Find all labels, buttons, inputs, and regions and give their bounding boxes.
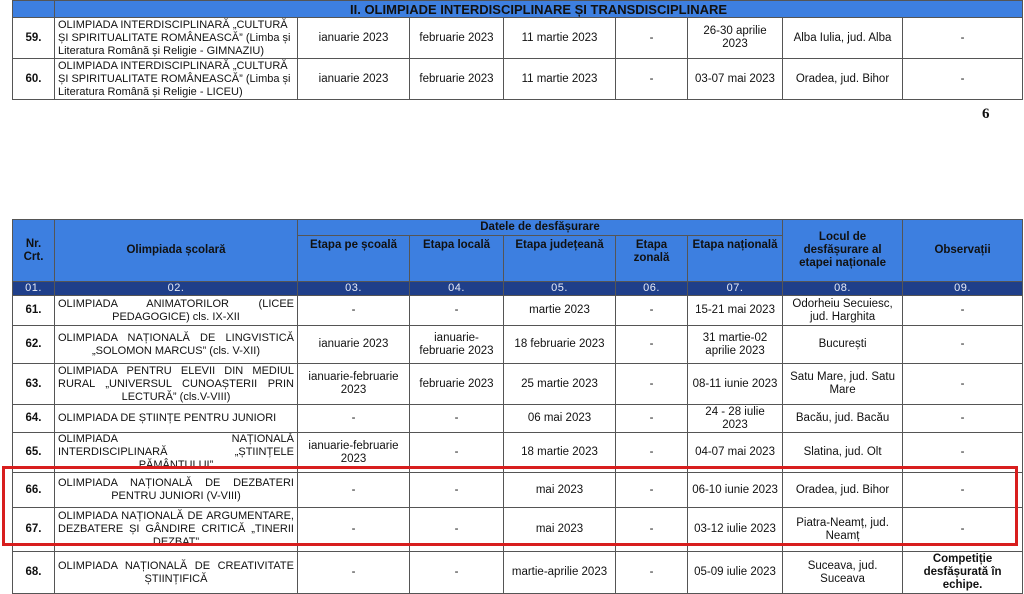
olympiad-schedule-table (12, 219, 1023, 594)
olympiad-name: OLIMPIADA PENTRU ELEVII DIN MEDIUL RURAL „UNIVERSUL CUNOAȘTERII PRIN LECTURĂ” (cls.V-VIII) (55, 364, 298, 405)
etapa-locala: - (410, 296, 504, 326)
page-number: 6 (982, 106, 990, 122)
etapa-nationala: 03-07 mai 2023 (688, 59, 783, 100)
etapa-judeteana: 11 martie 2023 (504, 59, 616, 100)
row-number: 64. (13, 405, 55, 433)
etapa-zonala: - (616, 433, 688, 473)
etapa-zonala: - (616, 296, 688, 326)
section-title-row (13, 1, 1023, 18)
etapa-judeteana: martie 2023 (504, 296, 616, 326)
etapa-judeteana: 11 martie 2023 (504, 18, 616, 59)
olympiad-name: OLIMPIADA ANIMATORILOR (LICEE PEDAGOGICE) cls. IX-XII (55, 296, 298, 326)
header-locul: Locul de desfășurare al etapei naționale (783, 220, 903, 282)
etapa-scoala: ianuarie 2023 (298, 18, 410, 59)
top-olympiad-table (12, 0, 1023, 100)
column-codes-row (13, 282, 1023, 296)
observatii: - (903, 433, 1023, 473)
olympiad-name: OLIMPIADA NAȚIONALĂ DE ARGUMENTARE, DEZBATERE ȘI GÂNDIRE CRITICĂ „TINERII DEZBAT” (55, 508, 298, 552)
etapa-nationala: 08-11 iunie 2023 (688, 364, 783, 405)
row-number: 62. (13, 326, 55, 364)
row-number: 61. (13, 296, 55, 326)
table-row (13, 296, 1023, 326)
table-row (13, 18, 1023, 59)
etapa-scoala: - (298, 296, 410, 326)
locul-desfasurare: Odorheiu Secuiesc, jud. Harghita (783, 296, 903, 326)
etapa-zonala: - (616, 364, 688, 405)
etapa-scoala: ianuarie-februarie 2023 (298, 433, 410, 473)
etapa-locala: - (410, 405, 504, 433)
column-code: 06. (616, 282, 688, 296)
locul-desfasurare: Alba Iulia, jud. Alba (783, 18, 903, 59)
row-number: 60. (13, 59, 55, 100)
locul-desfasurare: Satu Mare, jud. Satu Mare (783, 364, 903, 405)
olympiad-name: OLIMPIADA INTERDISCIPLINARĂ „CULTURĂ ȘI SPIRITUALITATE ROMÂNEASCĂ” (Limba și Literatura Română și Religie - LICEU) (55, 59, 298, 100)
column-code: 02. (55, 282, 298, 296)
etapa-locala: februarie 2023 (410, 18, 504, 59)
etapa-judeteana: mai 2023 (504, 473, 616, 508)
etapa-zonala: - (616, 552, 688, 594)
etapa-nationala: 26-30 aprilie 2023 (688, 18, 783, 59)
row-number: 63. (13, 364, 55, 405)
etapa-nationala: 05-09 iulie 2023 (688, 552, 783, 594)
observatii: - (903, 405, 1023, 433)
observatii: - (903, 18, 1023, 59)
observatii: - (903, 364, 1023, 405)
olympiad-name: OLIMPIADA NAȚIONALĂ DE CREATIVITATE ȘTIINȚIFICĂ (55, 552, 298, 594)
observatii: - (903, 326, 1023, 364)
locul-desfasurare: Oradea, jud. Bihor (783, 473, 903, 508)
locul-desfasurare: Bacău, jud. Bacău (783, 405, 903, 433)
locul-desfasurare: Piatra-Neamț, jud. Neamț (783, 508, 903, 552)
etapa-nationala: 24 - 28 iulie 2023 (688, 405, 783, 433)
table-row (13, 473, 1023, 508)
column-code: 08. (783, 282, 903, 296)
header-judeteana: Etapa județeană (504, 236, 616, 282)
olympiad-name: OLIMPIADA DE ȘTIINȚE PENTRU JUNIORI (55, 405, 298, 433)
olympiad-name: OLIMPIADA NAȚIONALĂ INTERDISCIPLINARĂ „ȘTIINȚELE PĂMÂNTULUI” (55, 433, 298, 473)
olympiad-name: OLIMPIADA NAȚIONALĂ DE LINGVISTICĂ „SOLOMON MARCUS” (cls. V-XII) (55, 326, 298, 364)
etapa-scoala: - (298, 473, 410, 508)
table-row (13, 508, 1023, 552)
etapa-scoala: ianuarie 2023 (298, 326, 410, 364)
column-code: 07. (688, 282, 783, 296)
etapa-locala: - (410, 508, 504, 552)
etapa-zonala: - (616, 59, 688, 100)
etapa-locala: - (410, 473, 504, 508)
row-number: 67. (13, 508, 55, 552)
etapa-scoala: ianuarie 2023 (298, 59, 410, 100)
etapa-judeteana: 25 martie 2023 (504, 364, 616, 405)
column-code: 09. (903, 282, 1023, 296)
table-row (13, 364, 1023, 405)
etapa-nationala: 03-12 iulie 2023 (688, 508, 783, 552)
etapa-scoala: ianuarie-februarie 2023 (298, 364, 410, 405)
etapa-locala: februarie 2023 (410, 59, 504, 100)
etapa-zonala: - (616, 326, 688, 364)
row-number: 66. (13, 473, 55, 508)
etapa-nationala: 04-07 mai 2023 (688, 433, 783, 473)
etapa-judeteana: 06 mai 2023 (504, 405, 616, 433)
etapa-scoala: - (298, 405, 410, 433)
column-code: 03. (298, 282, 410, 296)
observatii: - (903, 508, 1023, 552)
etapa-locala: - (410, 433, 504, 473)
olympiad-name: OLIMPIADA INTERDISCIPLINARĂ „CULTURĂ ȘI SPIRITUALITATE ROMÂNEASCĂ” (Limba și Literatura Română și Religie - GIMNAZIU) (55, 18, 298, 59)
column-code: 01. (13, 282, 55, 296)
etapa-zonala: - (616, 508, 688, 552)
observatii: - (903, 59, 1023, 100)
etapa-judeteana: martie-aprilie 2023 (504, 552, 616, 594)
etapa-judeteana: 18 februarie 2023 (504, 326, 616, 364)
header-row (13, 220, 1023, 236)
section-title: II. OLIMPIADE INTERDISCIPLINARE ȘI TRANSDISCIPLINARE (55, 1, 1023, 18)
header-zonala: Etapa zonală (616, 236, 688, 282)
row-number: 68. (13, 552, 55, 594)
header-locala: Etapa locală (410, 236, 504, 282)
etapa-nationala: 15-21 mai 2023 (688, 296, 783, 326)
header-datele: Datele de desfășurare (298, 220, 783, 236)
header-scoala: Etapa pe școală (298, 236, 410, 282)
observatii: - (903, 296, 1023, 326)
row-number: 65. (13, 433, 55, 473)
etapa-locala: februarie 2023 (410, 364, 504, 405)
header-nr: Nr. Crt. (13, 220, 55, 282)
etapa-nationala: 06-10 iunie 2023 (688, 473, 783, 508)
column-code: 04. (410, 282, 504, 296)
table-row (13, 326, 1023, 364)
table-row (13, 59, 1023, 100)
table-row (13, 405, 1023, 433)
locul-desfasurare: București (783, 326, 903, 364)
table-row (13, 433, 1023, 473)
etapa-judeteana: 18 martie 2023 (504, 433, 616, 473)
observatii: Competiție desfășurată în echipe. (903, 552, 1023, 594)
olympiad-name: OLIMPIADA NAȚIONALĂ DE DEZBATERI PENTRU JUNIORI (V-VIII) (55, 473, 298, 508)
column-code: 05. (504, 282, 616, 296)
table-row (13, 552, 1023, 594)
locul-desfasurare: Oradea, jud. Bihor (783, 59, 903, 100)
header-nationala: Etapa națională (688, 236, 783, 282)
etapa-scoala: - (298, 508, 410, 552)
etapa-zonala: - (616, 18, 688, 59)
locul-desfasurare: Slatina, jud. Olt (783, 433, 903, 473)
etapa-zonala: - (616, 473, 688, 508)
locul-desfasurare: Suceava, jud. Suceava (783, 552, 903, 594)
etapa-zonala: - (616, 405, 688, 433)
etapa-judeteana: mai 2023 (504, 508, 616, 552)
etapa-nationala: 31 martie-02 aprilie 2023 (688, 326, 783, 364)
etapa-locala: ianuarie-februarie 2023 (410, 326, 504, 364)
header-observatii: Observații (903, 220, 1023, 282)
observatii: - (903, 473, 1023, 508)
row-number: 59. (13, 18, 55, 59)
header-olimpiada: Olimpiada școlară (55, 220, 298, 282)
etapa-scoala: - (298, 552, 410, 594)
etapa-locala: - (410, 552, 504, 594)
